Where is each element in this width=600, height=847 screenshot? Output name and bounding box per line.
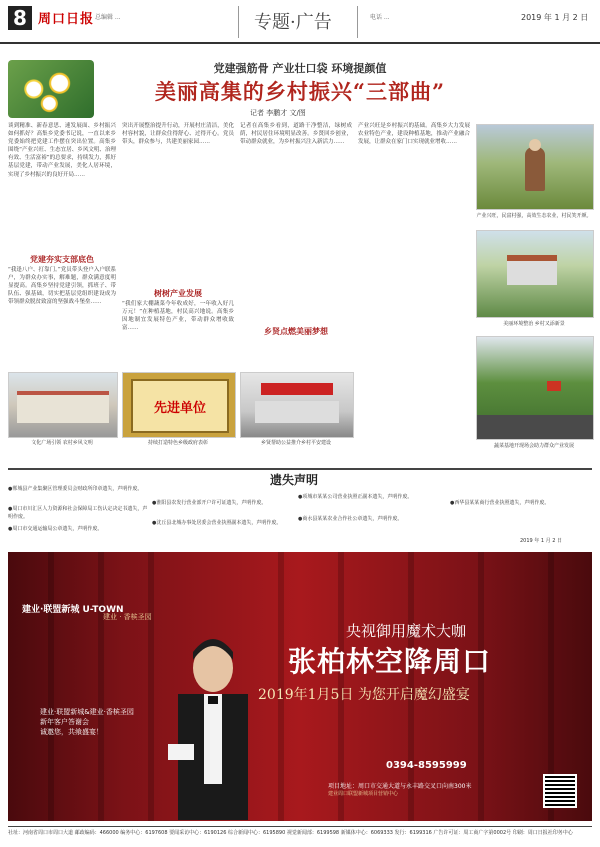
- caption-farmer: 产业兴旺，民富村强，高效生态农业，村民笑开颜。: [476, 213, 592, 219]
- photo-meeting: [240, 372, 354, 438]
- ad-magician-name: 张柏林空降周口: [288, 645, 492, 678]
- article-col4: 产业兴旺是乡村振兴的基础。高集乡大力发展农业特色产业，建设种植基地，推动产业融合发展，让群众在家门口实现就业增收……: [358, 123, 470, 146]
- footer: 社址：河南省周口市周口大道 邮政编码：466000 编务中心：6197608 要闻采访中心：6190126 综合新闻中心：6195890 视觉新闻部：6199598 新媒体中心：6069333 发行：6199316 广告许可证：周工商广字第0002号 印刷：周口日报社印务中心: [8, 826, 592, 837]
- issue-date: 2019 年 1 月 2 日: [521, 13, 589, 22]
- headline: 美丽高集的乡村振兴“三部曲”: [154, 79, 446, 104]
- notice-date: 2019 年 1 月 2 日: [520, 538, 563, 544]
- photo-vegetable-base: [476, 336, 594, 440]
- article-col1-a: 谈到精准、新春意思、速发展面、乡村振兴如何抓好？高集乡党委书记说，一直以来乡党委始终把党建工作摆在突出位置。高集乡围绕“产业兴旺、生态宜居、乡风文明、治理有效、生活富裕”的总要求，持续发力，抓好基层党建，带动产业发展，美化人居环境，实现了乡村振兴的良好开局……: [8, 123, 116, 178]
- magic-show-ad: [8, 552, 592, 821]
- notice-rule: [8, 468, 592, 470]
- caption-plaque: 持续打造特色乡级政府表彰: [147, 440, 208, 446]
- plaque-text: 先进单位: [153, 401, 206, 416]
- ad-phone: 0394-8595999: [386, 760, 467, 771]
- page-number: 8: [8, 6, 32, 30]
- caption-village: 美丽环境整治 乡村又添新景: [503, 321, 565, 327]
- ad-invitation: [40, 707, 134, 737]
- notice-item: ●沈丘县北城办事处居委会营业执照副本遗失，声明作废。: [152, 520, 282, 526]
- ad-event-date: 2019年1月5日 为您开启魔幻盛宴: [258, 687, 470, 703]
- ad-brand-utown: 建业·联盟新城 U-TOWN: [22, 605, 124, 615]
- subhead-industry: 树树产业发展: [154, 289, 202, 298]
- ad-invitation-line: 建业·联盟新城&建业·香槟圣园: [40, 708, 134, 716]
- masthead-contact: 电话 ...: [370, 14, 390, 21]
- ad-show-title: 央视御用魔术大咖: [346, 622, 467, 640]
- notice-item: ●周口市交通运输局公章遗失，声明作废。: [8, 526, 103, 532]
- caption-meeting: 乡贤帮助公益推介乡村平安建设: [260, 440, 331, 446]
- masthead: [0, 0, 600, 44]
- ad-brand-champagne: 建业 · 香槟圣园: [103, 613, 152, 621]
- masthead-editor: 总编辑 ...: [95, 14, 121, 21]
- subhead-village-talent: 乡贤点燃美丽梦想: [264, 327, 328, 336]
- notice-item: ●商水县某某农业合作社公章遗失，声明作废。: [298, 516, 403, 522]
- notice-item: ●周口市川汇区人力资源和社会保障局工伤认定决定书遗失，声明作废。: [8, 506, 148, 520]
- article-col1-b: “我逢八户、打靠门。”党员带头登户入户联系户，为群众办实事，解难题，群众满意度明显提高。高集乡坚持党建引领，抓班子、带队伍、强基础，切实把基层党组织建设成为带领群众脱贫致富的坚强战斗堡垒……: [8, 267, 116, 306]
- notice-item: ●郸城县产业集聚区管理委员会财政所印章遗失，声明作废。: [8, 486, 143, 492]
- qr-code: [543, 774, 577, 808]
- article-col2-a: 突出开展整治提升行动，开展村庄清洁，美化村容村貌，让群众住得舒心、过得开心。党员带头，群众参与，共建美丽家园……: [122, 123, 234, 146]
- article-col3: 记者在高集乡看到，道路干净整洁，绿树成荫，村民居住环境明显改善。乡贤回乡创业，带动群众就业，为乡村振兴注入新活力……: [240, 123, 352, 146]
- photo-village-road: [476, 230, 594, 318]
- byline: 记者 李鹏才 文/图: [250, 109, 306, 117]
- daisy-photo: [8, 60, 94, 118]
- ad-invitation-line: 诚邀您，共飨盛宴！: [40, 728, 103, 736]
- ad-sales-center: 建业周口联盟新城项目营销中心: [328, 791, 399, 797]
- ad-address: 项目地址：周口市交通大道与永丰路交叉口向南300米: [328, 783, 472, 790]
- notice-item: ●西华县某某商行营业执照遗失，声明作废。: [450, 500, 550, 506]
- headline-kicker: 党建强筋骨 产业壮口袋 环境提颜值: [213, 62, 387, 75]
- ad-invitation-line: 新年客户答谢会: [40, 718, 89, 726]
- photo-culture-square: [8, 372, 118, 438]
- column-title: 专题·广告: [254, 12, 332, 33]
- magician-figure: [168, 624, 258, 820]
- photo-farmer: [476, 124, 594, 210]
- newspaper-logo: 周口日报: [38, 12, 95, 27]
- notice-item: ●淮阳县农发行营业部开户许可证遗失，声明作废。: [152, 500, 267, 506]
- notice-item: ●项城市某某公司营业执照正副本遗失，声明作废。: [298, 494, 413, 500]
- photo-plaque: [122, 372, 236, 438]
- notice-title: 遗失声明: [270, 473, 319, 487]
- article-col2-b: “我们家大棚蔬菜今年收成好，一年收入好几万元！”在种植基地，村民高兴地说。高集乡因地制宜发展特色产业，带动群众增收致富……: [122, 301, 234, 332]
- subhead-party-building: 党建夯实支部底色: [30, 255, 94, 264]
- caption-vegetable-base: 蔬菜基地开现场会助力群众产业发展: [493, 443, 574, 449]
- caption-culture-square: 文化广场引领 农村乡风文明: [31, 440, 93, 446]
